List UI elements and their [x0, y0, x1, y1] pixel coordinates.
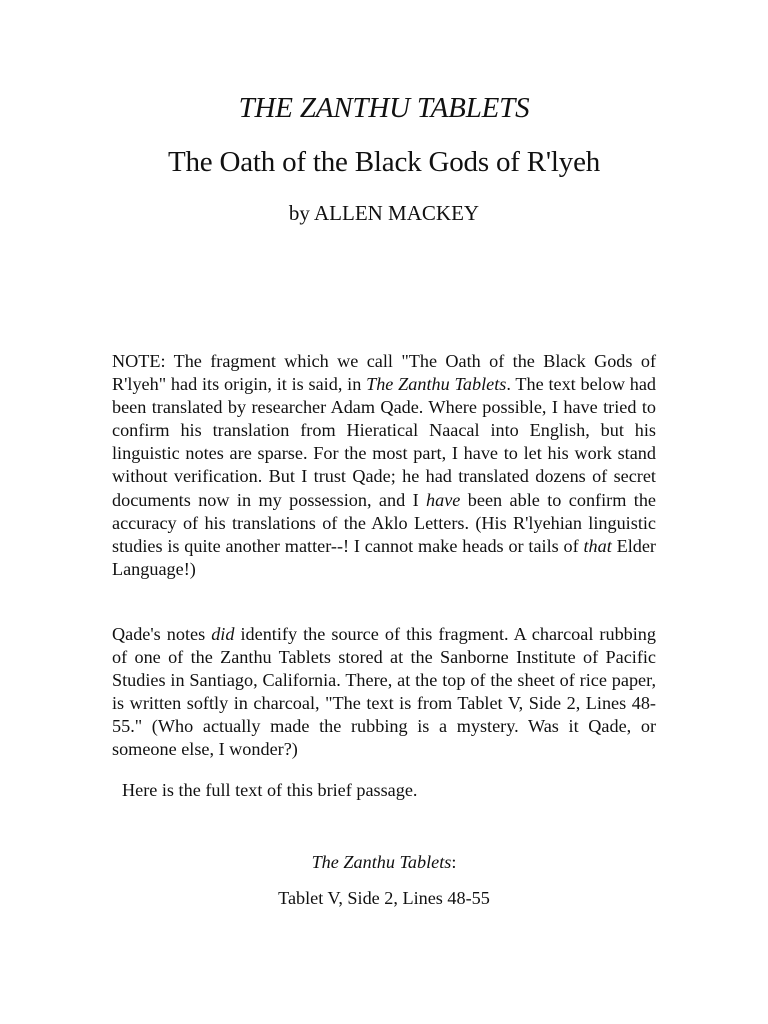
note-text-part-1: NOTE: The fragment which we call "The Oath of the Black Gods of R'lyeh" had its origin, it is said, in [112, 351, 656, 395]
excerpt-reference: Tablet V, Side 2, Lines 48-55 [278, 888, 490, 908]
intro-paragraph: Here is the full text of this brief passage. [122, 780, 418, 800]
source-text-part-1: Qade's notes [112, 624, 212, 644]
series-title: THE ZANTHU TABLETS [238, 92, 530, 124]
author-byline: by ALLEN MACKEY [288, 201, 480, 225]
note-italic-have: have [426, 489, 461, 510]
excerpt-title [0, 852, 768, 873]
note-text-part-2: . The text below had been translated by researcher Adam Qade. Where possible, I have tried to confirm his translation from Hieratical Naacal into English, but his linguistic notes are sparse. For the most part, I have to let his work stand without verification. But I trust Qade; he had translated dozens of secret documents now in my possession, and I [112, 374, 657, 510]
note-italic-book-title: The Zanthu Tablets [366, 374, 507, 395]
excerpt-title-colon: : [451, 852, 457, 872]
source-paragraph [112, 623, 656, 762]
note-italic-that: that [583, 535, 612, 556]
note-text-part-4: Elder Language!) [112, 535, 656, 579]
source-italic-did: did [211, 624, 235, 644]
excerpt-title-italic: The Zanthu Tablets [311, 852, 452, 872]
note-paragraph [112, 350, 656, 581]
note-text-part-3: been able to confirm the accuracy of his translations of the Aklo Letters. (His R'lyehian linguistic studies is quite another matter--! I cannot make heads or tails of [112, 489, 656, 556]
source-text-part-2: identify the source of this fragment. A charcoal rubbing of one of the Zanthu Tablets stored at the Sanborne Institute of Pacific Studies in Santiago, California. There, at the top of the sheet of rice paper, is written softly in charcoal, "The text is from Tablet V, Side 2, Lines 48-55." (Who actually made the rubbing is a mystery. Was it Qade, or someone else, I wonder?) [112, 624, 656, 760]
page-title: The Oath of the Black Gods of R'lyeh [167, 146, 601, 178]
